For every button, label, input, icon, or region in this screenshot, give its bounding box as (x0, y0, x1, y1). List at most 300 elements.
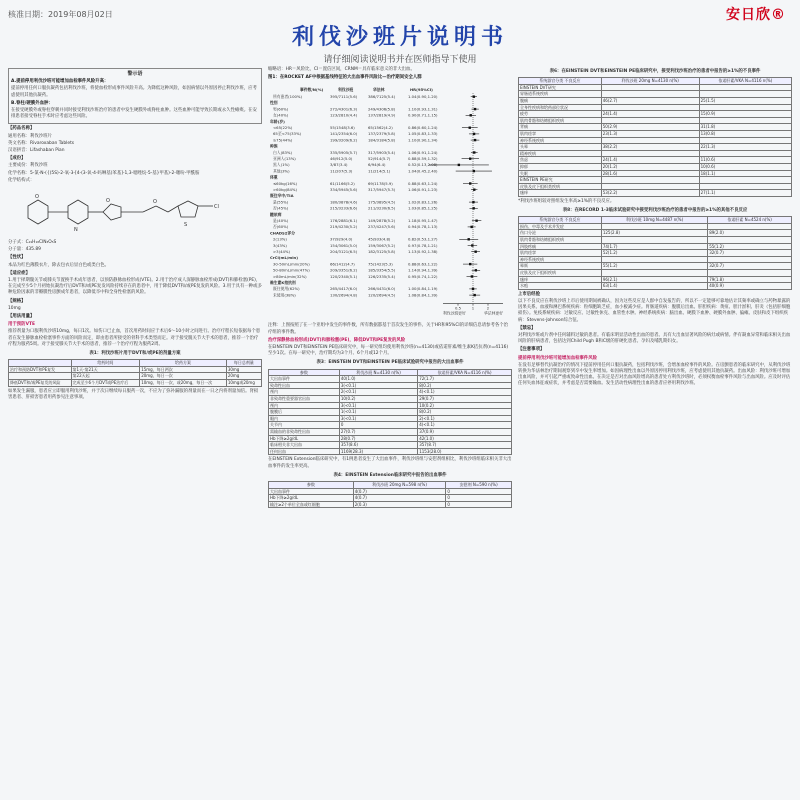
forest-row-label: 既往卒中/TIA (270, 193, 294, 199)
adverse-events-table-row (519, 137, 792, 144)
record-adverse-table-row (519, 283, 792, 290)
svg-text:N: N (74, 227, 78, 234)
forest-point-estimate (471, 276, 473, 278)
adverse-events-table-row (519, 183, 792, 190)
adverse-events-table-cell: 胃肠道系统疾病 (519, 91, 602, 98)
adverse-events-table-row (519, 170, 792, 177)
forest-row-comparator-events: 149/2878(5.2) (368, 218, 396, 224)
indication: 1.用于择期髋关节或膝关节置换手术成年患者，以预防静脉血栓形成(VTE)。2.用于治疗成人深静脉血栓形成(DVT)和肺栓塞(PE)，在完成至少5个月初始抗凝治疗后DVT和/或PE复发风险持续存在的患者中，用于降低DVT和/或PE复发的风险。3.用于具有一种或多种危险因素的非瓣膜性房颤成年患者，以降低卒中和全身性栓塞的风险。 (8, 278, 262, 296)
forest-row-label: 性别 (270, 100, 278, 106)
forest-plot-svg (268, 83, 512, 321)
forest-row-drug-events: 180/3878(4.6) (330, 199, 358, 205)
major-bleeding-table-cell: 4(<0.1) (418, 389, 512, 396)
cautions-text: 在没有足够替代抗凝治疗的情况下提前停用任何口服抗凝药，包括利伐沙班，会增加血栓事件的风险。在房颤患者的临床研究中，从利伐沙班转换为华法林治疗期间观察到卒中发生率增加。如因病理性出血以外原因停用利伐沙班，应考虑使用其他抗凝药。出血风险：利伐沙班可增加出血风险，并可引起严重或致命性出血。在决定是否对出血风险增高的患者处方利伐沙班时，必须权衡血栓事件风险与出血风险。应及时评估任何失血体征或症状，并考虑是否需要输血。发生活动性病理性出血的患者应停用利伐沙班。 (518, 362, 791, 387)
contraindications-text: 对利伐沙班或片剂中任何辅料过敏的患者。有临床明显活动性出血的患者。具有大出血显著风险的病灶或病情。伴有凝血异常和临床相关出血风险的肝病患者，包括达到Child Pugh B和C级的肝硬化患者。孕妇及哺乳期妇女。 (518, 333, 791, 345)
forest-row-drug-events: 120/2340(5.1) (330, 274, 358, 280)
forest-point-estimate (473, 189, 475, 191)
spec: 10mg (8, 305, 21, 311)
forest-row-comparator-events: 266/4431(6.0) (368, 286, 396, 292)
forest-row-label: ≥75(44%) (273, 137, 293, 143)
dvt-pe-subheading: 治疗深静脉血栓形成(DVT)和肺栓塞(PE)，降低DVT和PE复发的风险 (268, 337, 406, 343)
extension-bleeding-table-cell: 0 (446, 488, 512, 495)
chemical-structure-drawing (8, 186, 258, 238)
major-bleeding-table-cell: 28(0.7) (339, 435, 417, 442)
record-adverse-table-cell (601, 237, 707, 244)
forest-point-estimate (470, 115, 472, 117)
forest-row-label: 女(40%) (273, 113, 289, 119)
usage-subheading: 用于预防VTE (8, 322, 35, 328)
forest-row-comparator-events: 317/5947(5.3) (368, 187, 396, 193)
adverse-events-table-row (519, 104, 792, 111)
major-bleeding-table (268, 369, 512, 456)
table4-caption: 表6：在EINSTEIN DVT和EINSTEIN PE临床研究中，接受利伐沙班治疗的患者中报告的≥1%的不良事件 (549, 69, 761, 74)
extension-bleeding-table-header-cell: 安慰剂 N=590 n(%) (446, 481, 512, 488)
record-adverse-table-cell: 40(0.9) (708, 283, 792, 290)
forest-row-hr: 0.52(0.13,2.08) (408, 162, 438, 168)
major-bleeding-table-cell: 1153(28.0) (418, 448, 512, 455)
record-adverse-table-row (519, 223, 792, 230)
section-usage: 【用法用量】 (8, 314, 35, 320)
forest-note: 注释：上图按照了在一个亚组中发生的事件数，所有数据都基于首次发生的事件。关于HR和95%CI的详细信息请参考各个治疗组的事件数。 (268, 323, 509, 335)
major-bleeding-table-row (269, 402, 512, 409)
forest-row-drug-events: 215/3233(6.6) (330, 206, 358, 212)
adverse-events-table-cell: 46(2.7) (601, 97, 699, 104)
forest-row-hr: 1.03(0.85,1.25) (408, 206, 438, 212)
forest-point-estimate (470, 226, 472, 228)
record-adverse-table-row (519, 250, 792, 257)
forest-point-estimate (474, 251, 476, 253)
adverse-events-table-cell: 28(1.6) (601, 170, 699, 177)
forest-row-drug-events: 395/7111(5.6) (330, 94, 358, 100)
adverse-events-table-cell: 腹痛 (519, 97, 602, 104)
forest-row-hr: 1.13(0.92,1.38) (408, 249, 438, 255)
adverse-events-table-cell (601, 91, 699, 98)
forest-row-label: CHADS2评分 (270, 230, 296, 236)
record-adverse-table-cell: 32(0.7) (708, 250, 792, 257)
dosing-table-cell: 30mg (226, 366, 261, 373)
forest-header-comparator: 华法林 (373, 87, 385, 93)
forest-row-label: 30-50mL/min(20%) (273, 261, 310, 267)
forest-row-label: 3(43%) (273, 243, 287, 249)
forest-row-drug-events: 66/1412(4.7) (330, 261, 355, 267)
section-drug-name: 【药品名称】 (8, 126, 35, 132)
adverse-events-table-cell (699, 117, 791, 124)
record-adverse-table-cell (601, 270, 707, 277)
major-bleeding-table-row (269, 422, 512, 429)
forest-row-hr: 0.95(0.74,1.22) (408, 274, 438, 280)
adverse-events-table-cell: EINSTEIN PE研究 (519, 177, 602, 184)
major-bleeding-table-cell: 10(0.2) (418, 402, 512, 409)
forest-row-drug-events: 209/3351(6.2) (330, 268, 358, 274)
record-adverse-table-cell: 89(2.0) (708, 230, 792, 237)
major-bleeding-table-row (269, 442, 512, 449)
forest-row-hr: 0.88(0.63,1.22) (408, 261, 438, 267)
adverse-events-table-row (519, 97, 792, 104)
forest-row-comparator-events: 45/933(4.8) (368, 237, 391, 243)
adverse-events-table-cell: 10(0.6) (699, 163, 791, 170)
table1-caption: 表1：利伐沙班片用于DVT和/或PE的剂量方案 (89, 351, 181, 357)
record-adverse-table-cell: 55(1.2) (601, 263, 707, 270)
dosing-table-cell: 15mg，每日两次 (140, 366, 227, 373)
adverse-events-table-cell: 31(1.8) (699, 124, 791, 131)
major-bleeding-table-cell: 10(0.2) (339, 396, 417, 403)
svg-text:S: S (184, 222, 188, 229)
record-adverse-table-row (519, 230, 792, 237)
record-adverse-table-cell: 晕厥 (519, 263, 602, 270)
forest-row-label: CrCl(mL/min) (270, 255, 298, 261)
forest-axis-tick-label: 2 (486, 306, 490, 312)
record-adverse-table-row (519, 270, 792, 277)
record-adverse-table-cell: 55(1.2) (708, 243, 792, 250)
forest-row-label: >3(44%) (273, 249, 290, 255)
major-bleeding-table-row (269, 428, 512, 435)
adverse-events-table-cell (601, 117, 699, 124)
revision-date: 核准日期：2019年08月02日 (8, 10, 113, 19)
molecular-weight: 分子量：435.89 (8, 247, 41, 253)
adverse-events-table-cell: 抑郁 (519, 163, 602, 170)
major-bleeding-table-cell: 腹膜后 (269, 409, 340, 416)
major-bleeding-table-row (269, 409, 512, 416)
table5-caption: 表8：在RECORD 1-3临床试验研究中接受利伐沙班治疗的患者中报告的≥1%的其他不良反应 (562, 208, 748, 214)
adverse-events-table-row (519, 144, 792, 151)
extension-bleeding-table-cell: 大出血事件 (269, 488, 354, 495)
adverse-events-table-cell (601, 137, 699, 144)
adverse-events-table-row (519, 84, 792, 91)
forest-row-label: 白人(83%) (273, 150, 292, 156)
adverse-events-table-cell: 焦虑 (519, 157, 602, 164)
adverse-events-table-cell: 失眠 (519, 170, 602, 177)
forest-row-comparator-events: 182/3125(5.8) (368, 249, 396, 255)
dosing-table-row (9, 380, 262, 387)
adverse-events-table-cell: 疲劳 (519, 111, 602, 118)
section-spec: 【规格】 (8, 298, 26, 304)
forest-row-drug-events: 46/912(5.0) (330, 156, 353, 162)
extension-text: 在EINSTEIN Extension临床研究中，有1例患者发生了大出血事件，利伐沙班组与安慰剂组相比，利伐沙班组临床相关非大出血事件的发生率更高。 (268, 457, 512, 469)
usage-more: 如果发生漏服，患者应立即服用利伐沙班，并于次日继续每日服药一次，不应为了弥补漏服的剂量而在一日之内将剂量加倍。肾损害患者、肝损害患者用药参见注意事项。 (8, 388, 259, 400)
extension-bleeding-table-cell: 4(0.7) (353, 488, 446, 495)
forest-row-drug-events: 154/3061(5.0) (330, 243, 358, 249)
brand-logo: 安日欣® (726, 7, 786, 23)
adverse-events-table-cell (601, 84, 699, 91)
forest-point-estimate (472, 201, 474, 203)
forest-row-comparator-events: 175/3895(4.5) (368, 199, 396, 205)
forest-row-comparator-events: 75/1423(5.3) (368, 261, 393, 267)
postmarket-text: 以下不良反应在利伐沙班上市后使用期间被确认，因为这些反应是人群中自发报告的，所以不一定能够可靠地估计其频率或确立与药物暴露的因果关系。血液和淋巴系统疾病：粒细胞缺乏症，血小板减少症。胃肠道疾病：腹膜后出血。肝胆疾病：黄疸、胆汁淤积、肝炎（包括肝细胞损伤）。免疫系统疾病：过敏反应、过敏性休克、血管性水肿。神经系统疾病：脑出血、硬膜下血肿、硬膜外血肿、偏瘫。皮肤和皮下组织疾病：Stevens-Johnson综合征。 (518, 299, 791, 323)
molecular-formula: 分子式：C₁₉H₁₈ClN₃O₅S (8, 240, 57, 246)
warning-box (8, 68, 262, 124)
adverse-events-table-row (519, 91, 792, 98)
column-3 (518, 66, 792, 794)
forest-row-label: 否(60%) (273, 224, 289, 230)
extension-bleeding-table-header-cell: 参数 (269, 481, 354, 488)
record-adverse-table-cell: 63(1.4) (601, 283, 707, 290)
major-bleeding-table-cell: 27(0.7) (339, 428, 417, 435)
record-adverse-table-cell: 皮肤及皮下组织疾病 (519, 270, 602, 277)
record-adverse-table-cell: 74(1.7) (601, 243, 707, 250)
dosing-table-cell: 10mg或20mg (226, 380, 261, 387)
major-bleeding-table-row (269, 376, 512, 383)
major-bleeding-table-cell: 3(<0.1) (339, 415, 417, 422)
forest-row-hr: 1.05(0.83,1.33) (408, 131, 438, 137)
warning-text-b: 在接受硬膜外或脊柱穿刺并同时接受利伐沙班治疗的患者中发生硬膜外或脊柱血肿。这些血肿可能导致长期或永久性瘫痪。在安排患者接受脊柱手术时应考虑这些风险。 (11, 108, 257, 120)
forest-row-drug-events: 265/4417(6.0) (330, 286, 358, 292)
dosing-table-header-cell: 每日总剂量 (226, 360, 261, 367)
adverse-events-table-row (519, 150, 792, 157)
generic-name: 通用名称：利伐沙班片 (8, 133, 52, 139)
major-bleeding-table-cell: 致命性出血 (269, 382, 340, 389)
forest-row-comparator-events: 185/3354(5.5) (368, 268, 396, 274)
forest-row-drug-events: 11/207(5.3) (330, 168, 353, 174)
forest-row-label: 否(45%) (273, 206, 289, 212)
forest-row-hr: 0.88(0.63,1.24) (408, 181, 438, 187)
forest-row-comparator-events: 386/7125(5.4) (368, 94, 396, 100)
major-bleeding-table-cell: 任何出血 (269, 448, 340, 455)
record-adverse-table-cell: 79(1.8) (708, 276, 792, 283)
adverse-events-table-cell: 18(1.1) (699, 170, 791, 177)
pinyin-name: 汉语拼音：Lifashaban Pian (8, 148, 65, 154)
forest-row-label: <65(22%) (273, 125, 293, 131)
record-adverse-table-cell: 瘙痒 (519, 276, 602, 283)
record-adverse-table-cell: 损伤、中毒及手术并发症 (519, 223, 602, 230)
adverse-events-table-cell: 24(1.4) (601, 157, 699, 164)
forest-row-comparator-events: 184/3184(5.8) (368, 137, 396, 143)
record-adverse-table-cell: 125(2.8) (601, 230, 707, 237)
record-adverse-table-cell (708, 237, 792, 244)
adverse-events-table-cell: 肌肉骨骼和结缔组织疾病 (519, 117, 602, 124)
forest-row-comparator-events: 120/2694(4.5) (368, 292, 396, 298)
adverse-events-table-cell: 头晕 (519, 144, 602, 151)
forest-header-events: 事件数/N(%) (300, 87, 324, 93)
major-bleeding-table-cell: 2(<0.1) (339, 389, 417, 396)
forest-row-drug-events: 123/2810(4.4) (330, 113, 358, 119)
adverse-events-table-cell (699, 150, 791, 157)
adverse-events-table-cell: 瘙痒 (519, 190, 602, 197)
forest-row-drug-events: 334/5945(5.6) (330, 187, 358, 193)
adverse-events-table-cell: 50(2.9) (601, 124, 699, 131)
forest-row-hr: 1.18(0.95,1.47) (408, 218, 438, 224)
dosing-table-cell: 降低DVT和/或PE复发的风险 (9, 380, 72, 387)
major-bleeding-table-cell: 3(<0.1) (339, 402, 417, 409)
adverse-events-table-row (519, 177, 792, 184)
record-adverse-table-cell (601, 256, 707, 263)
record-adverse-table-cell: 32(0.7) (708, 263, 792, 270)
appearance: 本品为红色薄膜衣片，除去包衣后显白色或类白色。 (8, 262, 109, 268)
major-bleeding-table-cell: 72(1.7) (418, 376, 512, 383)
dosing-table-cell: 20mg (226, 373, 261, 380)
adverse-events-table-cell: 27(1.1) (699, 190, 791, 197)
major-bleeding-table-row (269, 415, 512, 422)
english-name: 英文名称：Rivaroxaban Tablets (8, 140, 75, 146)
dosing-table-header-cell (9, 360, 72, 367)
adverse-events-table-row (519, 190, 792, 197)
page-subtitle: 请仔细阅读说明书并在医师指导下使用 (323, 55, 477, 65)
dosing-table-cell: 第22天起 (71, 373, 140, 380)
warning-text-a: 提前停用任何口服抗凝药包括利伐沙班，将使血栓形成事件风险升高。为降低这种风险，如因病情以外原因停止利伐沙班，应考虑使用其他抗凝药。 (11, 86, 257, 98)
forest-point-estimate (469, 183, 471, 185)
forest-row-label: 65至<75(33%) (273, 131, 302, 137)
major-bleeding-table-cell: 3(<0.1) (339, 382, 417, 389)
major-bleeding-table-cell: Hb下降≥2g/dL (269, 435, 340, 442)
record-adverse-table-cell: 神经系统疾病 (519, 256, 602, 263)
major-bleeding-table-row (269, 389, 512, 396)
major-bleeding-table-cell: 颅内 (269, 402, 340, 409)
forest-row-comparator-events: 137/2379(5.8) (368, 131, 396, 137)
major-bleeding-table-cell: 0 (339, 422, 417, 429)
adverse-events-table (518, 77, 792, 197)
adverse-events-table-cell: 皮肤及皮下组织类疾病 (519, 183, 602, 190)
table2-caption: 表3：EINSTEIN DVT和EINSTEIN PE临床试验研究中报告的大出血事件 (316, 360, 464, 366)
forest-row-label: 2(13%) (273, 237, 287, 243)
forest-row-comparator-events: 211/3230(6.5) (368, 206, 396, 212)
ingredient: 主要成份：利伐沙班 (8, 163, 48, 169)
warning-subheading-a: A.提前停用利伐沙班可能增加血栓事件风险升高： (11, 79, 109, 85)
forest-row-label: 未使用(38%) (273, 292, 296, 298)
structure-label: 化学结构式： (8, 177, 35, 183)
adverse-events-table-cell (699, 104, 791, 111)
record-adverse-table-row (519, 276, 792, 283)
forest-point-estimate (468, 239, 470, 241)
extension-bleeding-table-cell: 输注≥2个单位全血或红细胞 (269, 501, 354, 508)
adverse-events-table-cell (699, 91, 791, 98)
forest-row-hr: 1.02(0.83,1.26) (408, 199, 438, 205)
dosing-table-cell: 第1天-第21天 (71, 366, 140, 373)
dosing-table-cell: 10mg，每日一次，或20mg，每日一次 (140, 380, 227, 387)
major-bleeding-table-cell: 29(0.7) (418, 396, 512, 403)
dosing-table-header-cell: 给药时间 (71, 360, 140, 367)
forest-header-hr: HR(95%CI) (410, 87, 433, 93)
forest-row-label: 所有患者(100%) (273, 94, 303, 100)
record-adverse-table-row (519, 256, 792, 263)
section-ingredients: 【成份】 (8, 156, 26, 162)
record-adverse-table-cell (708, 256, 792, 263)
cautions-subheading: 提前停用利伐沙班可能增加血栓事件风险 (518, 355, 598, 361)
chemical-name: 化学名称：5-氯-N-({(5S)-2-氧-3-[4-(3-氧-4-吗啉基)苯基]-1,3-噁唑烷-5-基}甲基)-2-噻吩-甲酰胺 (8, 170, 200, 176)
adverse-events-table-row (519, 157, 792, 164)
record-adverse-table-cell: 肌肉痉挛 (519, 250, 602, 257)
forest-row-hr: 1.06(0.91,1.23) (408, 187, 438, 193)
forest-row-comparator-events: 237/4247(5.6) (368, 224, 396, 230)
forest-row-label: 是(40%) (273, 218, 289, 224)
record-adverse-table-cell: 四肢疼痛 (519, 243, 602, 250)
forest-row-drug-events: 219/4230(5.2) (330, 224, 358, 230)
forest-row-label: 其他(3%) (273, 168, 290, 174)
forest-row-label: >80mL/min(32%) (273, 274, 307, 280)
record-adverse-table-header-cell: 系统器官分类 不良反应 (519, 217, 602, 224)
forest-row-drug-events: 272/4301(6.3) (330, 106, 358, 112)
forest-row-drug-events: 335/5905(5.7) (330, 150, 358, 156)
extension-bleeding-table-cell: 4(0.7) (353, 495, 446, 502)
forest-row-hr: 1.10(0.93,1.31) (408, 106, 438, 112)
major-bleeding-table-header-cell: 利伐沙班 N=4130 n(%) (339, 369, 417, 376)
forest-row-label: 维生素K拮抗剂 (270, 280, 296, 286)
extension-bleeding-table-cell: 0 (446, 501, 512, 508)
forest-row-label: 年龄(岁) (270, 119, 285, 125)
adverse-events-table-cell: 13(0.8) (699, 130, 791, 137)
contraindications-heading: 【禁忌】 (518, 325, 536, 331)
chemical-structure (8, 186, 262, 238)
extension-bleeding-table-cell: 2(0.3) (353, 501, 446, 508)
forest-row-hr: 1.04(0.90,1.20) (408, 94, 438, 100)
adverse-events-table-header-cell: 系统器官分类 不良反应 (519, 78, 602, 85)
extension-bleeding-table-row (269, 501, 512, 508)
adverse-events-table-cell (601, 104, 699, 111)
forest-row-label: 亚洲人(13%) (273, 156, 296, 162)
record-adverse-table-row (519, 243, 792, 250)
adverse-events-table-header-cell: 利伐沙班 20mg N=4130 n(%) (601, 78, 699, 85)
section-indication: 【适应症】 (8, 270, 30, 276)
forest-row-label: 男(60%) (273, 106, 289, 112)
adverse-events-table-row (519, 117, 792, 124)
record-adverse-table-cell (708, 270, 792, 277)
forest-row-comparator-events: 159/3067(5.2) (368, 243, 396, 249)
adverse-events-table-cell (699, 177, 791, 184)
extension-bleeding-table-row (269, 495, 512, 502)
forest-row-hr: 0.97(0.78,1.21) (408, 243, 438, 249)
svg-text:O: O (35, 194, 39, 201)
forest-row-comparator-events: 249/4306(5.8) (368, 106, 396, 112)
forest-point-estimate (475, 220, 477, 222)
adverse-events-table-cell: 精神疾病 (519, 150, 602, 157)
adverse-events-table-cell: 24(1.4) (601, 111, 699, 118)
record-adverse-table-cell: 水疱 (519, 283, 602, 290)
forest-point-estimate (474, 139, 476, 141)
forest-point-estimate (469, 158, 471, 160)
adverse-events-table-cell: 背痛 (519, 124, 602, 131)
forest-row-hr: 1.06(0.91,1.24) (408, 150, 438, 156)
forest-row-label: ≤60kg(16%) (273, 181, 298, 187)
forest-point-estimate (469, 127, 471, 129)
forest-axis-right-label: 华法林更好 (484, 311, 503, 317)
record-adverse-table-cell: 肌肉骨骼和结缔组织疾病 (519, 237, 602, 244)
major-bleeding-table-cell: 2(<0.1) (418, 415, 512, 422)
forest-point-estimate (469, 263, 471, 265)
record-adverse-table-header-cell: 利伐沙班 10mg N=4487 n(%) (601, 217, 707, 224)
major-bleeding-table-row (269, 435, 512, 442)
forest-row-drug-events: 3/87(3.4) (330, 162, 348, 168)
section-appearance: 【性状】 (8, 255, 26, 261)
forest-row-hr: 1.04(0.45,2.40) (408, 168, 438, 174)
forest-plot (268, 83, 512, 321)
adverse-events-table-cell: 神经系统疾病 (519, 137, 602, 144)
adverse-events-table-row (519, 130, 792, 137)
usage-text: 推荐剂量为口服利伐沙班10mg，每日1次。如伤口已止血，首次用药时间应于术后6～10小时之间进行。治疗疗程长短依据每个患者在发生静脉血栓栓塞事件方面的风险而定，即由患者所接受的骨科手术类型而定。对于接受髋关节大手术的患者，推荐一个治疗疗程为服药5周。对于接受膝关节大手术的患者，推荐一个治疗疗程为服药2周。 (8, 329, 261, 347)
forest-row-drug-events: 61/1166(5.2) (330, 181, 355, 187)
extension-bleeding-table-header-cell: 利伐沙班 20mg N=598 n(%) (353, 481, 446, 488)
forest-row-hr: 1.08(0.84,1.39) (408, 292, 438, 298)
forest-row-hr: 0.82(0.53,1.27) (408, 237, 438, 243)
forest-row-hr: 0.94(0.78,1.13) (408, 224, 438, 230)
forest-row-drug-events: 141/2354(6.0) (330, 131, 358, 137)
adverse-events-table-header-cell: 依诺肝素/VKA N=4116 n(%) (699, 78, 791, 85)
adverse-events-table-cell: 22(1.3) (699, 144, 791, 151)
adverse-events-table-cell (601, 177, 699, 184)
major-bleeding-table-cell: 1(<0.1) (339, 409, 417, 416)
major-bleeding-table-cell: 357(8.7) (418, 442, 512, 449)
dosing-table-cell: 完成至少6个月DVT或PE治疗后 (71, 380, 140, 387)
major-bleeding-table-header-cell: 参数 (269, 369, 340, 376)
adverse-events-table-cell (601, 150, 699, 157)
adverse-events-table-cell (699, 137, 791, 144)
adverse-events-table-cell (699, 183, 791, 190)
table4-note: *利伐沙班组较对照组发生率高≥1%的不良反应。 (518, 198, 615, 204)
forest-row-drug-events: 130/2694(4.8) (330, 292, 358, 298)
major-bleeding-table-cell: 8(0.2) (418, 382, 512, 389)
adverse-events-table-cell: 25(1.5) (699, 97, 791, 104)
forest-axis-tick-label: 1 (471, 306, 475, 312)
dosing-table-cell: 治疗和预防DVT和PE复发 (9, 366, 72, 373)
forest-row-label: 体重 (270, 175, 278, 181)
major-bleeding-table-cell: 临床相关非大出血 (269, 442, 340, 449)
